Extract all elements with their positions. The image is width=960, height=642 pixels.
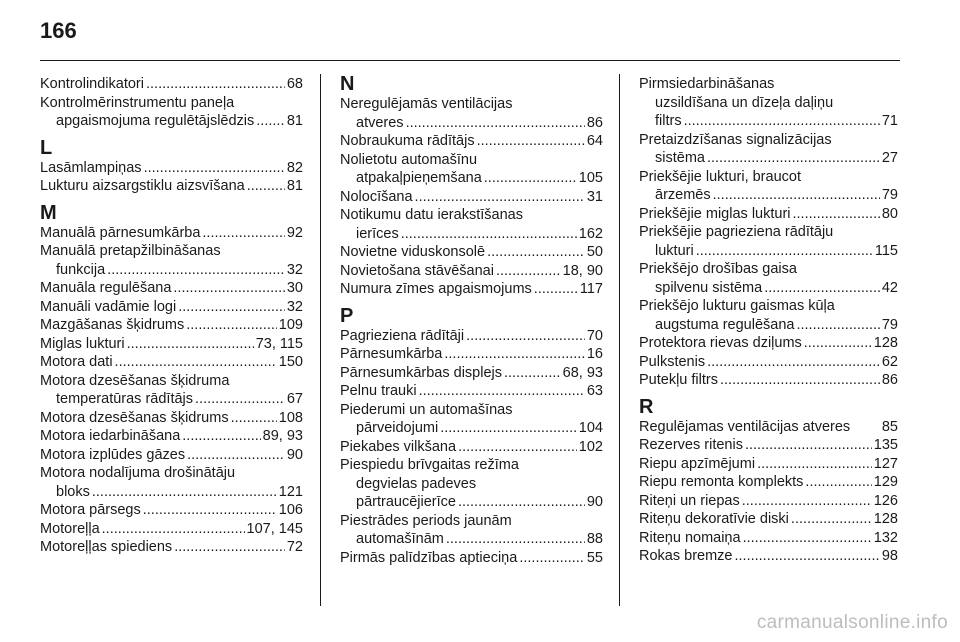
page-reference[interactable]: 132	[873, 529, 898, 546]
dot-leader	[187, 446, 285, 465]
dot-leader	[487, 243, 585, 262]
entry-label: Riteņu nomaiņa	[639, 529, 741, 546]
entry-label: Piederumi un automašīnas	[340, 401, 513, 418]
entry-label: Nobraukuma rādītājs	[340, 133, 475, 149]
entry-label: Priekšējie lukturi, braucot	[639, 168, 801, 185]
index-entry[interactable]	[639, 371, 898, 390]
dot-leader	[534, 280, 578, 299]
page-reference[interactable]: 135	[873, 437, 898, 453]
entry-label: filtrs	[655, 113, 682, 129]
index-entry[interactable]	[40, 446, 303, 465]
dot-leader	[696, 242, 873, 261]
section-letter: N	[340, 73, 355, 95]
index-entry[interactable]	[639, 353, 898, 372]
dot-leader	[115, 353, 277, 372]
index-entry[interactable]	[340, 262, 603, 281]
dot-leader	[791, 510, 872, 529]
entry-label: pārtraucējierīce	[356, 494, 456, 510]
dot-leader	[178, 298, 285, 317]
index-entry[interactable]	[639, 455, 898, 474]
page-reference[interactable]: 85	[881, 418, 898, 435]
page-reference[interactable]: 42	[881, 279, 898, 296]
entry-label: ārzemēs	[655, 187, 711, 203]
dot-leader	[174, 538, 285, 557]
entry-label: Motoreļļas spiediens	[40, 539, 173, 555]
dot-leader	[720, 371, 880, 390]
dot-leader	[684, 112, 880, 131]
dot-leader	[186, 316, 277, 335]
dot-leader	[734, 547, 879, 566]
dot-leader	[519, 549, 585, 568]
watermark: carmanualsonline.info	[756, 612, 948, 633]
index-entry[interactable]	[40, 224, 303, 243]
dot-leader	[182, 427, 260, 446]
page-reference[interactable]: 55	[586, 549, 603, 566]
index-entry[interactable]	[40, 335, 303, 354]
entry-label: Lasāmlampiņas	[40, 159, 142, 176]
index-entry[interactable]	[639, 418, 898, 437]
dot-leader	[146, 75, 285, 94]
page-reference[interactable]: 90	[286, 446, 303, 463]
page-reference[interactable]: 71	[881, 113, 898, 129]
entry-label: Neregulējamās ventilācijas	[340, 96, 513, 112]
dot-leader	[247, 177, 285, 196]
index-entry[interactable]	[340, 382, 603, 401]
index-entry[interactable]	[340, 549, 603, 568]
dot-leader	[127, 335, 254, 354]
page-reference[interactable]: 67	[286, 391, 303, 407]
index-entry[interactable]	[639, 547, 898, 566]
index-column-1	[40, 75, 303, 557]
dot-leader	[458, 438, 577, 457]
index-entry[interactable]	[639, 510, 898, 529]
dot-leader	[415, 188, 585, 207]
entry-label: Putekļu filtrs	[639, 372, 718, 388]
index-entry[interactable]	[340, 438, 603, 457]
dot-leader	[805, 473, 871, 492]
index-entry[interactable]	[340, 345, 603, 364]
page-reference[interactable]: 109	[278, 317, 303, 333]
dot-leader	[496, 262, 561, 281]
page-reference[interactable]: 89, 93	[262, 428, 303, 444]
page-reference[interactable]: 150	[278, 354, 303, 370]
entry-label: Piekabes vilkšana	[340, 438, 457, 455]
dot-leader	[440, 419, 577, 438]
index-entry[interactable]	[639, 492, 898, 511]
entry-label: Motora iedarbināšana	[40, 428, 181, 444]
entry-label: Rokas bremze	[639, 548, 733, 564]
index-entry[interactable]	[639, 297, 898, 334]
header-rule	[40, 60, 900, 61]
entry-label: Piespiedu brīvgaitas režīma	[340, 457, 519, 473]
page-reference[interactable]: 68, 93	[562, 364, 603, 381]
page-reference[interactable]: 32	[286, 261, 303, 278]
page-reference[interactable]: 81	[286, 113, 303, 129]
section-letter: L	[40, 136, 53, 159]
entry-label: Regulējamas ventilācijas atveres	[639, 418, 851, 435]
entry-label: Motora dzesēšanas šķidruma	[40, 372, 230, 389]
page-reference[interactable]: 79	[881, 187, 898, 203]
entry-label: Motora pārsegs	[40, 502, 141, 518]
entry-label: Mazgāšanas šķidrums	[40, 317, 185, 333]
page-reference[interactable]: 30	[286, 280, 303, 296]
dot-leader	[401, 225, 577, 244]
section-letter: R	[639, 395, 654, 418]
index-entry[interactable]	[40, 353, 303, 372]
dot-leader	[231, 409, 277, 428]
entry-label: bloks	[56, 483, 90, 500]
page-reference[interactable]: 129	[873, 474, 898, 490]
page-reference[interactable]: 126	[873, 492, 898, 509]
page-reference[interactable]: 106	[278, 502, 303, 518]
dot-leader	[484, 169, 577, 188]
dot-leader	[796, 316, 879, 335]
dot-leader	[466, 327, 585, 346]
page-reference[interactable]: 80	[881, 205, 898, 222]
entry-label: Priekšējo lukturu gaismas kūļa	[639, 298, 835, 314]
index-entry[interactable]	[40, 409, 303, 428]
dot-leader	[92, 483, 277, 502]
index-entry[interactable]	[639, 260, 898, 297]
dot-leader	[743, 529, 872, 548]
dot-leader	[504, 364, 561, 383]
entry-label: Priekšējo drošības gaisa	[639, 261, 797, 277]
dot-leader	[406, 114, 585, 133]
dot-leader	[446, 530, 585, 549]
entry-label: Novietne viduskonsolē	[340, 244, 486, 260]
dot-leader	[202, 224, 284, 243]
page-reference[interactable]: 115	[874, 242, 898, 259]
page-reference[interactable]: 70	[586, 327, 603, 344]
page-reference[interactable]: 121	[278, 483, 303, 500]
entry-label: Pārnesumkārba	[340, 346, 443, 362]
entry-label: Priekšējie pagrieziena rādītāju	[639, 224, 834, 240]
index-entry[interactable]	[40, 501, 303, 520]
entry-label: Riepu remonta komplekts	[639, 474, 804, 490]
entry-label: lukturi	[655, 242, 694, 259]
column-divider	[619, 74, 620, 606]
index-entry[interactable]	[340, 151, 603, 188]
page-reference[interactable]: 68	[286, 76, 303, 92]
dot-leader	[256, 112, 285, 131]
index-entry[interactable]	[340, 364, 603, 383]
entry-label: Manuālā pretapžilbināšanas	[40, 243, 221, 259]
index-entry[interactable]	[639, 131, 898, 168]
index-column-3	[639, 75, 898, 566]
page-reference[interactable]: 64	[586, 133, 603, 149]
index-entry[interactable]	[40, 464, 303, 501]
dot-leader	[195, 390, 285, 409]
section-letter: P	[340, 304, 354, 327]
dot-leader	[477, 132, 585, 151]
dot-leader	[107, 261, 285, 280]
entry-label: Protektora rievas dziļums	[639, 335, 802, 351]
entry-label: Rezerves ritenis	[639, 437, 743, 453]
entry-label: uzsildīšana un dīzeļa daļiņu	[655, 94, 834, 111]
section-letter: M	[40, 201, 57, 224]
entry-label: Manuāla regulēšana	[40, 280, 172, 296]
entry-label: Manuāli vadāmie logi	[40, 298, 177, 315]
index-entry[interactable]	[340, 280, 603, 299]
entry-label: Notikumu datu ierakstīšanas	[340, 207, 523, 223]
index-entry[interactable]	[40, 159, 303, 178]
index-entry[interactable]	[340, 401, 603, 438]
entry-label: Lukturu aizsargstiklu aizsvīšana	[40, 178, 245, 194]
entry-label: Pretaizdzīšanas signalizācijas	[639, 131, 832, 148]
entry-label: sistēma	[655, 150, 705, 166]
entry-label: Nolocīšana	[340, 188, 413, 205]
index-entry[interactable]	[40, 372, 303, 409]
dot-leader	[742, 492, 872, 511]
page-reference[interactable]: 162	[578, 225, 603, 242]
entry-label: Pirmsiedarbināšanas	[639, 76, 775, 92]
index-entry[interactable]	[340, 456, 603, 512]
index-entry[interactable]	[340, 95, 603, 132]
entry-label: Motora izplūdes gāzes	[40, 446, 186, 463]
entry-label: atveres	[356, 114, 404, 131]
entry-label: ierīces	[356, 225, 399, 242]
page-reference[interactable]: 98	[881, 548, 898, 564]
entry-label: Piestrādes periods jaunām	[340, 512, 512, 529]
index-entry[interactable]	[340, 188, 603, 207]
dot-leader	[444, 345, 585, 364]
entry-label: Riepu apzīmējumi	[639, 455, 756, 472]
entry-label: Miglas lukturi	[40, 335, 125, 352]
entry-label: Numura zīmes apgaismojums	[340, 281, 532, 297]
entry-label: degvielas padeves	[356, 475, 477, 492]
entry-label: Riteņu dekoratīvie diski	[639, 511, 789, 527]
dot-leader	[458, 493, 585, 512]
page-reference[interactable]: 107, 145	[246, 520, 303, 537]
page-reference[interactable]: 62	[881, 353, 898, 370]
page-reference[interactable]: 16	[586, 346, 603, 362]
entry-label: Pulkstenis	[639, 353, 706, 370]
dot-leader	[707, 353, 880, 372]
entry-label: pārveidojumi	[356, 420, 439, 436]
page-reference[interactable]: 102	[578, 438, 603, 455]
column-divider	[320, 74, 321, 606]
page-reference[interactable]: 27	[881, 150, 898, 166]
entry-label: automašīnām	[356, 531, 444, 547]
page-reference[interactable]: 82	[286, 159, 303, 176]
index-column-2	[340, 75, 603, 567]
index-entry[interactable]	[340, 243, 603, 262]
page-reference[interactable]: 128	[873, 335, 898, 351]
page-reference[interactable]: 105	[578, 170, 603, 186]
index-entry[interactable]	[340, 327, 603, 346]
page-reference[interactable]: 128	[873, 511, 898, 527]
page-reference[interactable]: 88	[586, 531, 603, 547]
entry-label: funkcija	[56, 261, 106, 278]
page-reference[interactable]: 104	[578, 420, 603, 436]
page-reference[interactable]: 72	[286, 539, 303, 555]
entry-label: Riteņi un riepas	[639, 492, 740, 509]
entry-label: Pārnesumkārbas displejs	[340, 364, 502, 381]
index-entry[interactable]	[639, 436, 898, 455]
page-reference[interactable]: 108	[278, 409, 303, 426]
entry-label: augstuma regulēšana	[655, 316, 795, 333]
entry-label: Pagrieziena rādītāji	[340, 327, 465, 344]
dot-leader	[707, 149, 880, 168]
dot-leader	[419, 382, 585, 401]
dot-leader	[713, 186, 880, 205]
page-reference[interactable]: 81	[286, 178, 303, 194]
index-entry[interactable]	[40, 427, 303, 446]
index-entry[interactable]	[340, 206, 603, 243]
entry-label: apgaismojuma regulētājslēdzis	[56, 113, 255, 129]
entry-label: Kontrolmērinstrumentu paneļa	[40, 94, 235, 111]
entry-label: Motoreļļa	[40, 520, 100, 537]
index-entry[interactable]	[639, 223, 898, 260]
page-reference[interactable]: 31	[586, 188, 603, 205]
entry-label: Motora dati	[40, 354, 113, 370]
page-reference[interactable]: 90	[586, 494, 603, 510]
index-entry[interactable]	[40, 177, 303, 196]
index-entry[interactable]	[40, 279, 303, 298]
entry-label: Priekšējie miglas lukturi	[639, 205, 791, 222]
dot-leader	[102, 520, 245, 539]
entry-label: Pirmās palīdzības aptieciņa	[340, 549, 518, 566]
dot-leader	[757, 455, 872, 474]
dot-leader	[173, 279, 284, 298]
entry-label: Kontrolindikatori	[40, 76, 144, 92]
page-reference[interactable]: 127	[873, 455, 898, 472]
entry-label: spilvenu sistēma	[655, 279, 763, 296]
page-reference[interactable]: 63	[586, 383, 603, 399]
entry-label: Nolietotu automašīnu	[340, 151, 478, 168]
index-entry[interactable]	[639, 473, 898, 492]
index-entry[interactable]	[639, 205, 898, 224]
dot-leader	[144, 159, 285, 178]
index-entry[interactable]	[639, 529, 898, 548]
page-reference[interactable]: 79	[881, 316, 898, 333]
index-entry[interactable]	[40, 538, 303, 557]
index-entry[interactable]	[40, 316, 303, 335]
index-entry[interactable]	[40, 242, 303, 279]
index-entry[interactable]	[40, 75, 303, 94]
page-reference[interactable]: 18, 90	[562, 262, 603, 279]
dot-leader	[804, 334, 872, 353]
dot-leader	[143, 501, 277, 520]
page-reference[interactable]: 86	[881, 372, 898, 388]
entry-label: Motora dzesēšanas šķidrums	[40, 409, 229, 426]
index-entry[interactable]	[40, 298, 303, 317]
entry-label: Motora nodalījuma drošinātāju	[40, 465, 236, 481]
index-entry[interactable]	[639, 75, 898, 131]
entry-label: Manuālā pārnesumkārba	[40, 224, 201, 241]
entry-label: atpakaļpieņemšana	[356, 170, 482, 186]
index-entry[interactable]	[340, 132, 603, 151]
index-entry[interactable]	[40, 94, 303, 131]
dot-leader	[793, 205, 880, 224]
page-reference[interactable]: 92	[286, 224, 303, 241]
index-entry[interactable]	[40, 520, 303, 539]
dot-leader	[764, 279, 880, 298]
dot-leader	[745, 436, 872, 455]
index-entry[interactable]	[639, 334, 898, 353]
page-reference[interactable]: 50	[586, 244, 603, 260]
page-reference[interactable]: 32	[286, 298, 303, 315]
page-reference[interactable]: 117	[579, 281, 603, 297]
entry-label: Pelnu trauki	[340, 383, 417, 399]
entry-label: temperatūras rādītājs	[56, 391, 194, 407]
entry-label: Novietošana stāvēšanai	[340, 262, 494, 279]
page-number: 166	[40, 18, 77, 43]
page-reference[interactable]: 86	[586, 114, 603, 131]
page-reference[interactable]: 73, 115	[255, 335, 303, 352]
index-entry[interactable]	[340, 512, 603, 549]
index-entry[interactable]	[639, 168, 898, 205]
